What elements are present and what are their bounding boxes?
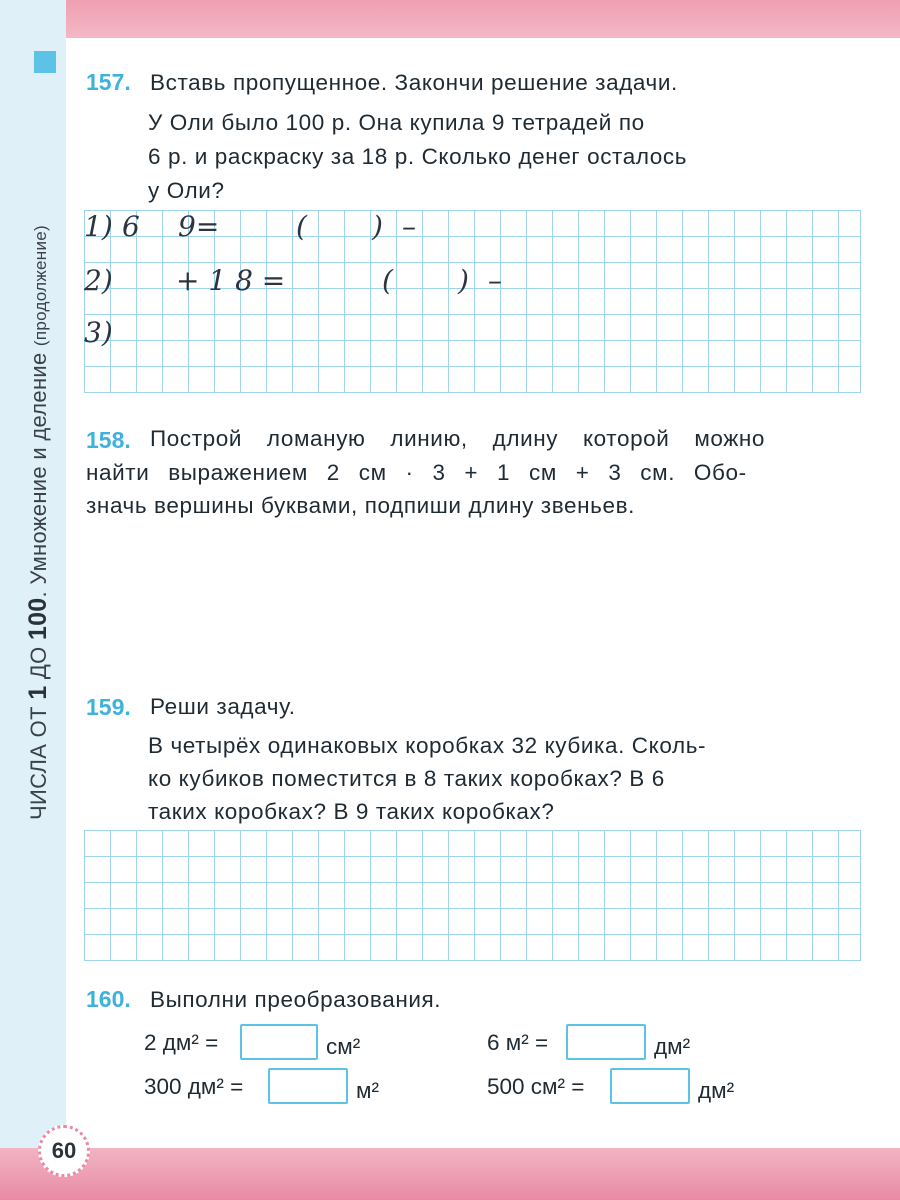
hw-row1-six: 6 — [122, 210, 140, 243]
task-160-title — [150, 983, 860, 1016]
page-number: 60 — [38, 1125, 90, 1177]
task-159-grid[interactable] — [84, 830, 861, 961]
hw-row1-open-paren: ( — [296, 210, 307, 243]
task-158-line: найти выражением 2 см · 3 + 1 см + 3 см. Обо- — [86, 460, 747, 485]
chapter-hundred: 100 — [24, 597, 52, 641]
hw-row1-nine: 9= — [178, 210, 220, 243]
chapter-title — [18, 40, 58, 820]
task-159-text — [148, 729, 860, 828]
task-158-line: значь вершины буквами, подпиши длину звеньев. — [86, 493, 635, 518]
hw-row2-label: 2) — [84, 264, 113, 297]
chapter-part3: . Умножение и деление — [26, 346, 51, 598]
conversion-4-expression: 500 см² = — [487, 1074, 585, 1099]
task-157-number: 157. — [86, 69, 131, 95]
task-157-title — [150, 66, 860, 99]
task-159-line: ко кубиков поместится в 8 таких коробках? В 6 — [148, 766, 665, 791]
task-158-text — [150, 422, 858, 455]
hw-row1-label: 1) — [84, 210, 113, 243]
hw-row2-plus: + 1 8 = — [176, 264, 286, 297]
hw-row3-label: 3) — [84, 316, 113, 349]
conversion-3-expression: 300 дм² = — [144, 1074, 244, 1099]
task-157-line: у Оли? — [148, 178, 225, 203]
task-159-number: 159. — [86, 694, 131, 720]
task-157-text — [148, 106, 860, 208]
chapter-continuation: (продолжение) — [31, 225, 50, 347]
hw-row2-open-paren: ( — [382, 264, 393, 297]
hw-row2-minus: – — [488, 264, 502, 297]
conversion-3-unit: м² — [356, 1078, 379, 1103]
chapter-part1: ЧИСЛА ОТ — [26, 699, 51, 820]
task-160-title-text: Выполни преобразования. — [150, 987, 442, 1012]
hw-row1-minus: – — [402, 210, 416, 243]
task-157-line: 6 р. и раскраску за 18 р. Сколько денег осталось — [148, 144, 688, 169]
task-157-title-text: Вставь пропущенное. Закончи решение задачи. — [150, 70, 678, 95]
task-158-text-cont — [86, 456, 858, 522]
chapter-one: 1 — [24, 685, 52, 700]
task-159-line: В четырёх одинаковых коробках 32 кубика. Сколь- — [148, 733, 707, 758]
bottom-decor-band — [0, 1148, 900, 1200]
task-157-line: У Оли было 100 р. Она купила 9 тетрадей по — [148, 110, 645, 135]
conversion-4-answer-box[interactable] — [610, 1068, 690, 1104]
task-158-number: 158. — [86, 427, 131, 453]
top-decor-band — [66, 0, 900, 38]
conversion-2-expression: 6 м² = — [487, 1030, 549, 1055]
conversion-2-unit: дм² — [654, 1034, 691, 1059]
task-159-title-text: Реши задачу. — [150, 694, 296, 719]
hw-row2-close-paren: ) — [458, 264, 469, 297]
conversion-4-unit: дм² — [698, 1078, 735, 1103]
hw-row1-close-paren: ) — [372, 210, 383, 243]
conversion-3-answer-box[interactable] — [268, 1068, 348, 1104]
conversion-1-answer-box[interactable] — [240, 1024, 318, 1060]
task-159-title — [150, 690, 860, 723]
task-158-line: Построй ломаную линию, длину которой можно — [150, 426, 766, 451]
conversion-1-unit: см² — [326, 1034, 361, 1059]
chapter-part2: ДО — [26, 640, 51, 686]
task-160-number: 160. — [86, 986, 131, 1012]
task-159-line: таких коробках? В 9 таких коробках? — [148, 799, 555, 824]
conversion-2-answer-box[interactable] — [566, 1024, 646, 1060]
conversion-1-expression: 2 дм² = — [144, 1030, 219, 1055]
